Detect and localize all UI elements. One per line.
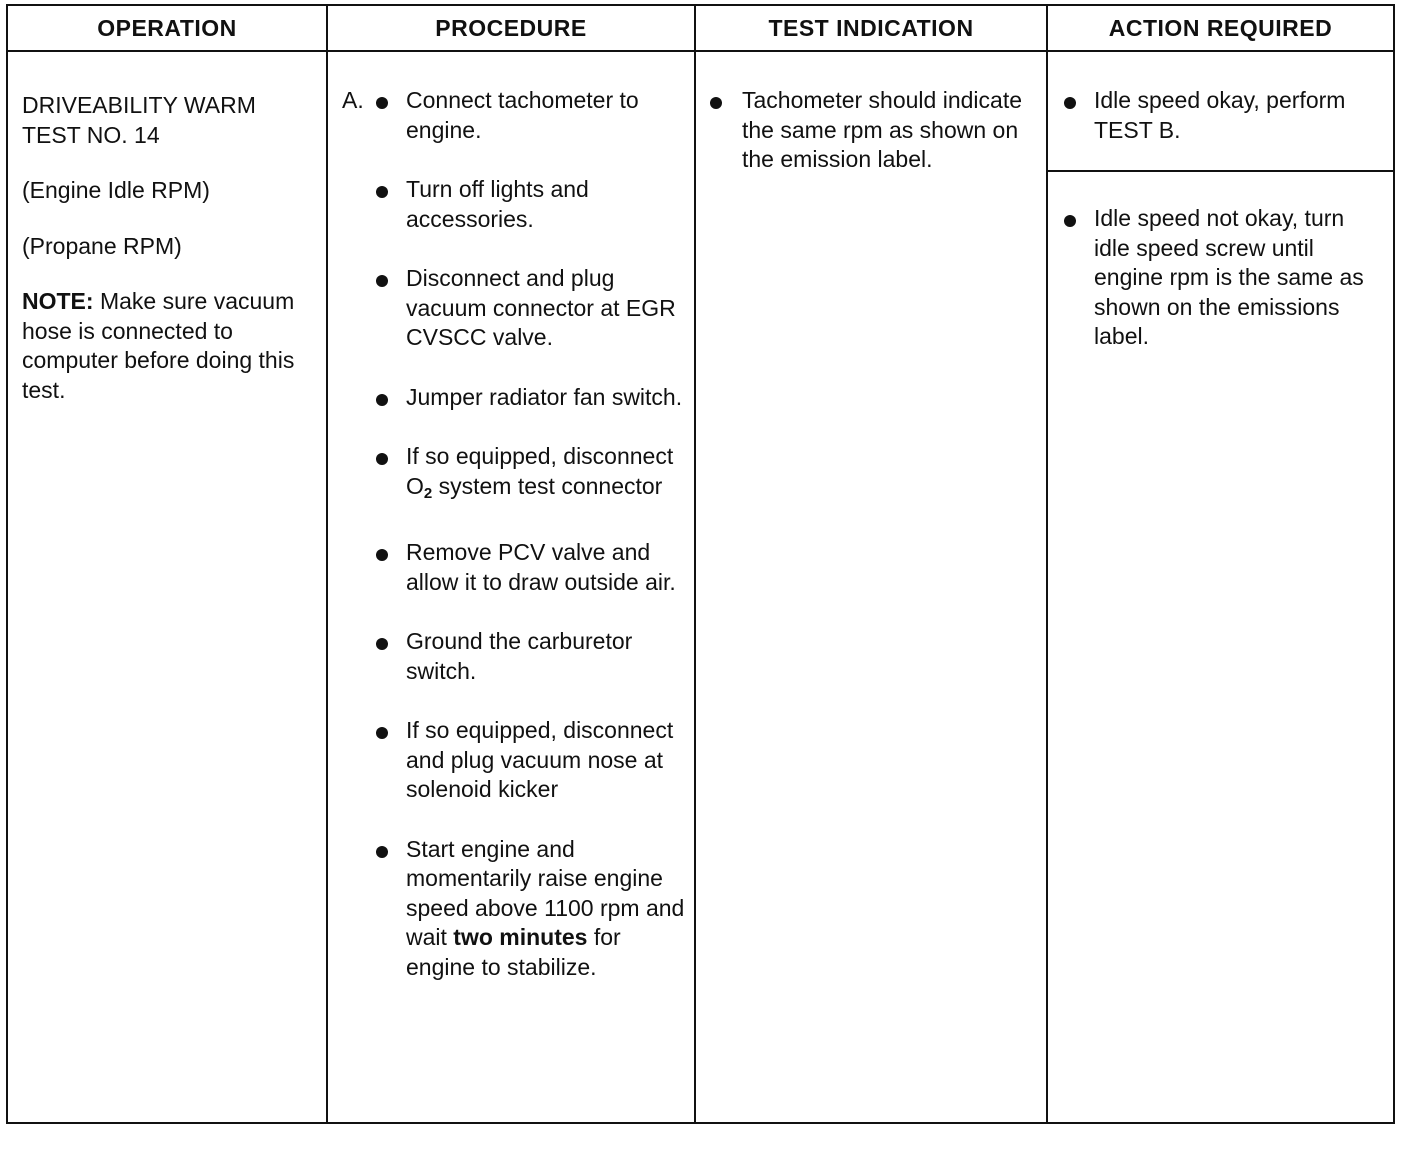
- procedure-column: [328, 6, 696, 1122]
- procedure-cell: [342, 86, 686, 982]
- bullet-icon: [376, 846, 388, 858]
- action-not-ok-cell: [1060, 204, 1383, 352]
- engine-idle-label: (Engine Idle RPM): [22, 177, 210, 203]
- bullet-icon: [376, 186, 388, 198]
- procedure-step-6: Remove PCV valve and allow it to draw outside air.: [342, 538, 686, 597]
- procedure-step-2: Turn off lights and accessories.: [342, 175, 686, 234]
- procedure-header: PROCEDURE: [328, 6, 694, 52]
- bullet-icon: [376, 638, 388, 650]
- note: [22, 287, 316, 405]
- procedure-step-5: If so equipped, disconnect $O_2$ system test connector: [342, 442, 686, 508]
- test-indication-column: [696, 6, 1048, 1122]
- step-letter: A.: [342, 87, 364, 113]
- test-indication-header: TEST INDICATION: [696, 6, 1046, 52]
- bullet-icon: [376, 394, 388, 406]
- test-indication-item: Tachometer should indicate the same rpm as shown on the emission label.: [708, 86, 1034, 175]
- operation-cell: [22, 91, 316, 431]
- action-required-column: [1048, 6, 1393, 1122]
- action-ok-cell: [1048, 52, 1393, 172]
- operation-header: OPERATION: [8, 6, 326, 52]
- bullet-icon: [710, 97, 722, 109]
- procedure-step-4: Jumper radiator fan switch.: [342, 383, 686, 413]
- test-indication-cell: [708, 86, 1034, 205]
- bullet-icon: [376, 727, 388, 739]
- action-required-header: ACTION REQUIRED: [1048, 6, 1393, 52]
- bullet-icon: [376, 97, 388, 109]
- procedure-step-1: A. Connect tachometer to engine.: [342, 87, 639, 143]
- diagnostic-table: [6, 4, 1395, 1124]
- note-label: NOTE:: [22, 288, 94, 314]
- bullet-icon: [376, 549, 388, 561]
- action-not-ok-item: Idle speed not okay, turn idle speed screw until engine rpm is the same as shown on the emissions label.: [1060, 204, 1383, 352]
- bullet-icon: [1064, 97, 1076, 109]
- propane-label: (Propane RPM): [22, 232, 182, 259]
- procedure-step-3: Disconnect and plug vacuum connector at EGR CVSCC valve.: [342, 264, 686, 353]
- procedure-step-7: Ground the carburetor switch.: [342, 627, 686, 686]
- bullet-icon: [376, 275, 388, 287]
- action-ok-item: Idle speed okay, perform TEST B.: [1060, 86, 1383, 145]
- bullet-icon: [1064, 215, 1076, 227]
- test-title: DRIVEABILITY WARM TEST NO. 14: [22, 92, 256, 148]
- procedure-step-8: If so equipped, disconnect and plug vacuum nose at solenoid kicker: [342, 716, 686, 805]
- procedure-step-9: Start engine and momentarily raise engine speed above 1100 rpm and wait two minutes for engine to stabilize.: [342, 835, 686, 983]
- bullet-icon: [376, 453, 388, 465]
- operation-column: [8, 6, 328, 1122]
- note-text: Make sure vacuum hose is connected to computer before doing this test.: [22, 288, 295, 403]
